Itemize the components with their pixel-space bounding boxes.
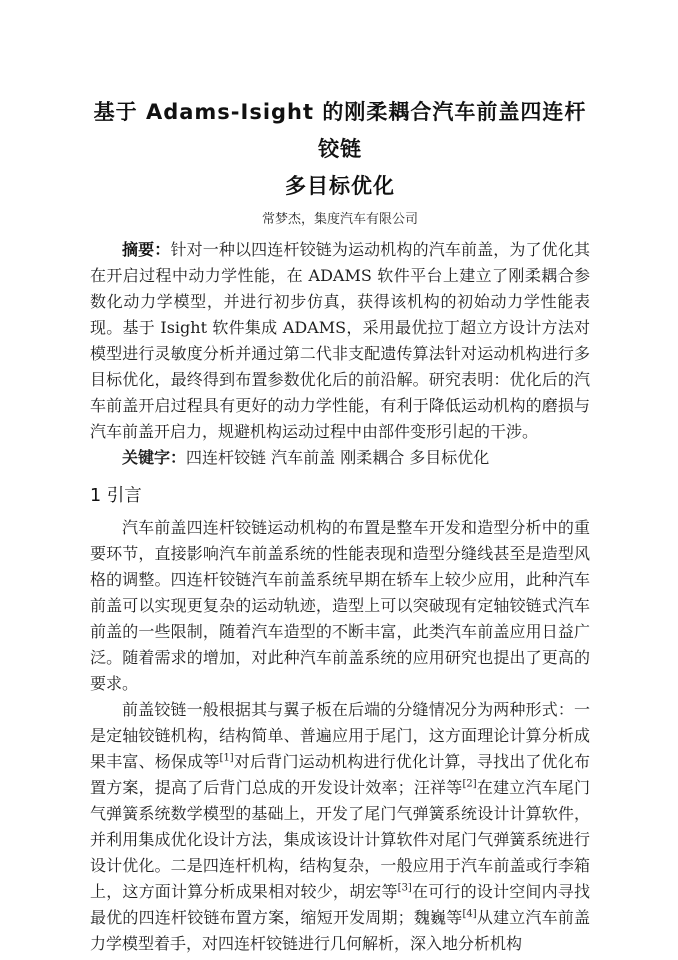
introduction-paragraph-1: 汽车前盖四连杆铰链运动机构的布置是整车开发和造型分析中的重要环节，直接影响汽车前盖系统的性能表现和造型分缝线甚至是造型风格的调整。四连杆铰链汽车前盖系统早期在轿车上较少应用，此种汽车前盖可以实现更复杂的运动轨迹，造型上可以突破现有定轴铰链式汽车前盖的一些限制，随着汽车造型的不断丰富，此类汽车前盖应用日益广泛。随着需求的增加，对此种汽车前盖系统的应用研究也提出了更高的要求。 [90,518,590,693]
citation-reference: [4] [462,908,477,920]
citation-reference: [3] [397,882,412,894]
introduction-paragraph-2: 前盖铰链一般根据其与翼子板在后端的分缝情况分为两种形式：一是定轴铰链机构，结构简单、普遍应用于尾门，这方面理论计算分析成果丰富、杨保成等[1]对后背门运动机构进行优化计算，寻找出了优化布置方案，提高了后背门总成的开发设计效率；汪祥等[2]在建立汽车尾门气弹簧系统数学模型的基础上，开发了尾门气弹簧系统设计计算软件，并利用集成优化设计方法，集成该设计计算软件对尾门气弹簧系统进行设计优化。二是四连杆机构，结构复杂，一般应用于汽车前盖或行李箱上，这方面计算分析成果相对较少，胡宏等[3]在可行的设计空间内寻找最优的四连杆铰链布置方案，缩短开发周期；魏巍等[4]从建立汽车前盖力学模型着手，对四连杆铰链进行几何解析，深入地分析机构 [90,700,590,953]
author-affiliation-line: 常梦杰，集度汽车有限公司 [261,212,418,227]
document-title [90,94,590,205]
document-title-line-2: 多目标优化 [285,174,395,198]
citation-reference: [1] [219,752,234,764]
section-1-heading: 1 引言 [90,486,142,506]
inline-bold-label: 关键字： [122,448,187,467]
document-title-line-1: 基于 Adams-Isight 的刚柔耦合汽车前盖四连杆铰链 [93,100,587,161]
inline-bold-label: 摘要： [122,240,171,259]
citation-reference: [2] [462,778,477,790]
keywords-line: 关键字：四连杆铰链 汽车前盖 刚柔耦合 多目标优化 [122,448,490,467]
document-content [90,0,590,957]
abstract-paragraph: 摘要：针对一种以四连杆铰链为运动机构的汽车前盖，为了优化其在开启过程中动力学性能，在 ADAMS 软件平台上建立了刚柔耦合参数化动力学模型，并进行初步仿真，获得该机构的初始动力学性能表现。基于 Isight 软件集成 ADAMS，采用最优拉丁超立方设计方法对模型进行灵敏度分析并通过第二代非支配遗传算法针对运动机构进行多目标优化，最终得到布置参数优化后的前沿解。研究表明：优化后的汽车前盖开启过程具有更好的动力学性能，有利于降低运动机构的磨损与汽车前盖开启力，规避机构运动过程中由部件变形引起的干涉。 [90,240,590,441]
